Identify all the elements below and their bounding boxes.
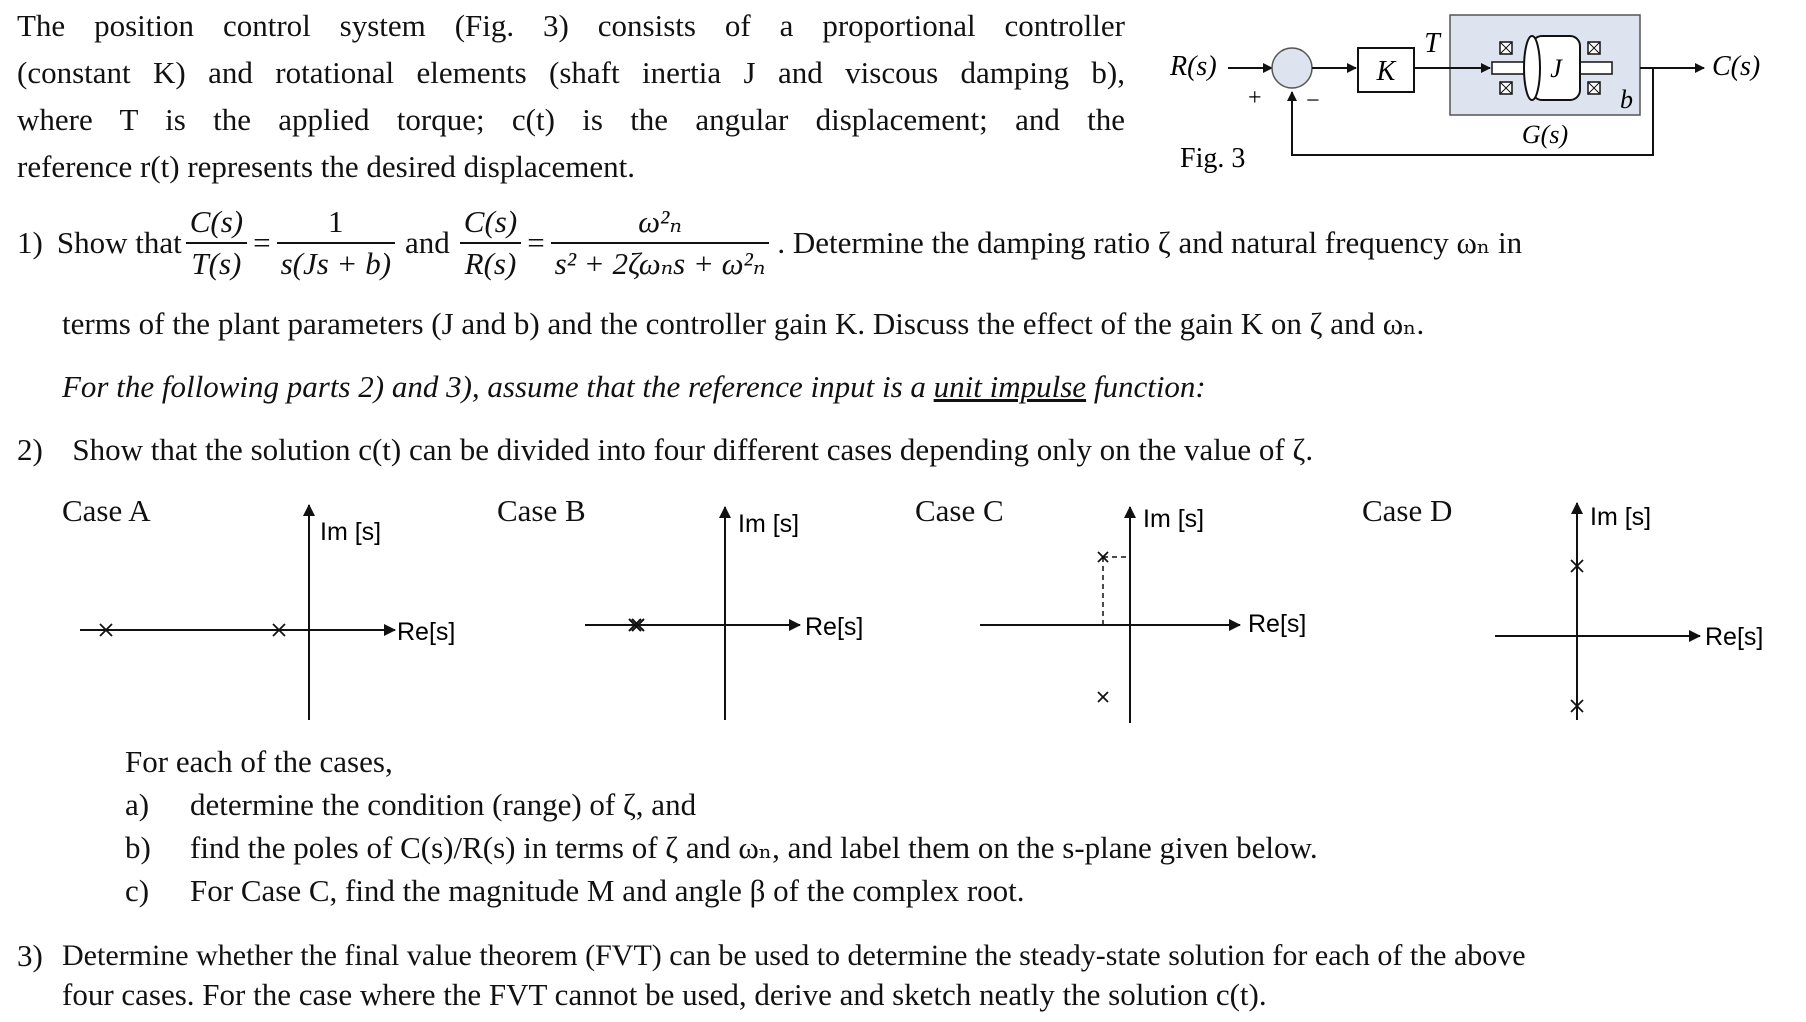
case-a-plot	[80, 505, 455, 720]
tf2-rhs-fraction	[551, 204, 770, 282]
case-b-im-label: Im [s]	[738, 510, 800, 538]
case-d-title: Case D	[1362, 493, 1453, 528]
sub-b-text: find the poles of C(s)/R(s) in terms of ζ and ωₙ, and label them on the s-plane given below.	[190, 830, 1318, 865]
case-c-re-label: Re[s]	[1248, 610, 1307, 638]
q1-number: 1)	[17, 225, 43, 260]
case-d-re-label: Re[s]	[1705, 623, 1764, 651]
tf2-equals: =	[527, 225, 545, 260]
intro-line-4: reference r(t) represents the desired displacement.	[17, 149, 635, 184]
tf1-lhs-num: C(s)	[186, 204, 247, 244]
figure-caption: Fig. 3	[1180, 143, 1246, 174]
summing-junction	[1272, 48, 1312, 88]
sub-a-label: a)	[125, 787, 150, 822]
case-a-im-label: Im [s]	[320, 518, 382, 546]
case-c-pole-lower	[1098, 692, 1108, 702]
sub-b-label: b)	[125, 830, 151, 865]
damping-label: b	[1620, 85, 1633, 114]
inertia-label: J	[1550, 54, 1562, 83]
q2-text: Show that the solution c(t) can be divided into four different cases depending only on the value of ζ.	[72, 432, 1314, 467]
case-d-im-label: Im [s]	[1590, 503, 1652, 531]
intro-line-3: where T is the applied torque; c(t) is the angular displacement; and the	[17, 102, 1125, 137]
tf2-lhs-den: R(s)	[464, 246, 517, 281]
tf1-rhs-fraction	[277, 204, 395, 282]
block-diagram-fig3	[1160, 0, 1806, 190]
impulse-note	[62, 363, 1206, 410]
case-d-plot	[1495, 503, 1763, 720]
note-underlined: unit impulse	[933, 369, 1087, 404]
case-b-re-label: Re[s]	[805, 613, 864, 641]
question-2	[17, 426, 1313, 473]
note-suffix: function:	[1093, 369, 1206, 404]
q1-after-text: . Determine the damping ratio ζ and natural frequency ωₙ in	[777, 225, 1523, 260]
case-c-title: Case C	[915, 493, 1004, 528]
input-label-rs: R(s)	[1170, 51, 1217, 82]
sub-c-label: c)	[125, 873, 150, 908]
case-b-plot	[585, 507, 863, 720]
case-a-re-label: Re[s]	[397, 618, 456, 646]
note-prefix: For the following parts 2) and 3), assume that the reference input is a	[62, 369, 926, 404]
tf2-rhs-den: s² + 2ζωₙs + ω²ₙ	[554, 246, 766, 281]
minus-sign: −	[1306, 88, 1320, 114]
q1-show-that: Show that	[56, 225, 182, 260]
sub-a-text: determine the condition (range) of ζ, and	[190, 787, 697, 822]
case-c-im-label: Im [s]	[1143, 505, 1205, 533]
sub-intro: For each of the cases,	[125, 744, 393, 779]
q1-line-2: terms of the plant parameters (J and b) and the controller gain K. Discuss the effect of the gain K on ζ and ωₙ.	[62, 306, 1425, 341]
tf1-lhs-den: T(s)	[191, 246, 242, 281]
output-label-cs: C(s)	[1712, 51, 1761, 82]
tf2-rhs-num: ω²ₙ	[551, 204, 770, 244]
torque-label: T	[1424, 28, 1440, 59]
tf1-rhs-num: 1	[277, 204, 395, 244]
q2-number: 2)	[17, 432, 43, 467]
plant-label: G(s)	[1521, 120, 1569, 149]
tf1-lhs-fraction	[186, 204, 247, 282]
intro-paragraph	[17, 2, 1125, 190]
intro-line-1: The position control system (Fig. 3) consists of a proportional controller	[17, 8, 1125, 43]
gain-label: K	[1376, 56, 1396, 87]
plus-sign: +	[1248, 85, 1262, 111]
q3-line-2: four cases. For the case where the FVT cannot be used, derive and sketch neatly the solution c(t).	[62, 977, 1267, 1012]
tf2-lhs-fraction	[460, 204, 521, 282]
sub-c-text: For Case C, find the magnitude M and angle β of the complex root.	[190, 873, 1025, 908]
intro-line-2: (constant K) and rotational elements (shaft inertia J and viscous damping b),	[17, 55, 1125, 90]
q1-and: and	[405, 225, 450, 260]
tf1-equals: =	[253, 225, 271, 260]
tf1-rhs-den: s(Js + b)	[280, 246, 392, 281]
q3-line-1: Determine whether the final value theorem (FVT) can be used to determine the steady-state solution for each of the above	[62, 939, 1526, 972]
question-1-equation-line	[17, 198, 1522, 288]
s-plane-plots	[0, 495, 1806, 735]
case-c-plot	[980, 505, 1306, 723]
case-a-title: Case A	[62, 493, 151, 528]
tf2-lhs-num: C(s)	[460, 204, 521, 244]
case-b-title: Case B	[497, 493, 586, 528]
q3-number: 3)	[17, 938, 43, 973]
